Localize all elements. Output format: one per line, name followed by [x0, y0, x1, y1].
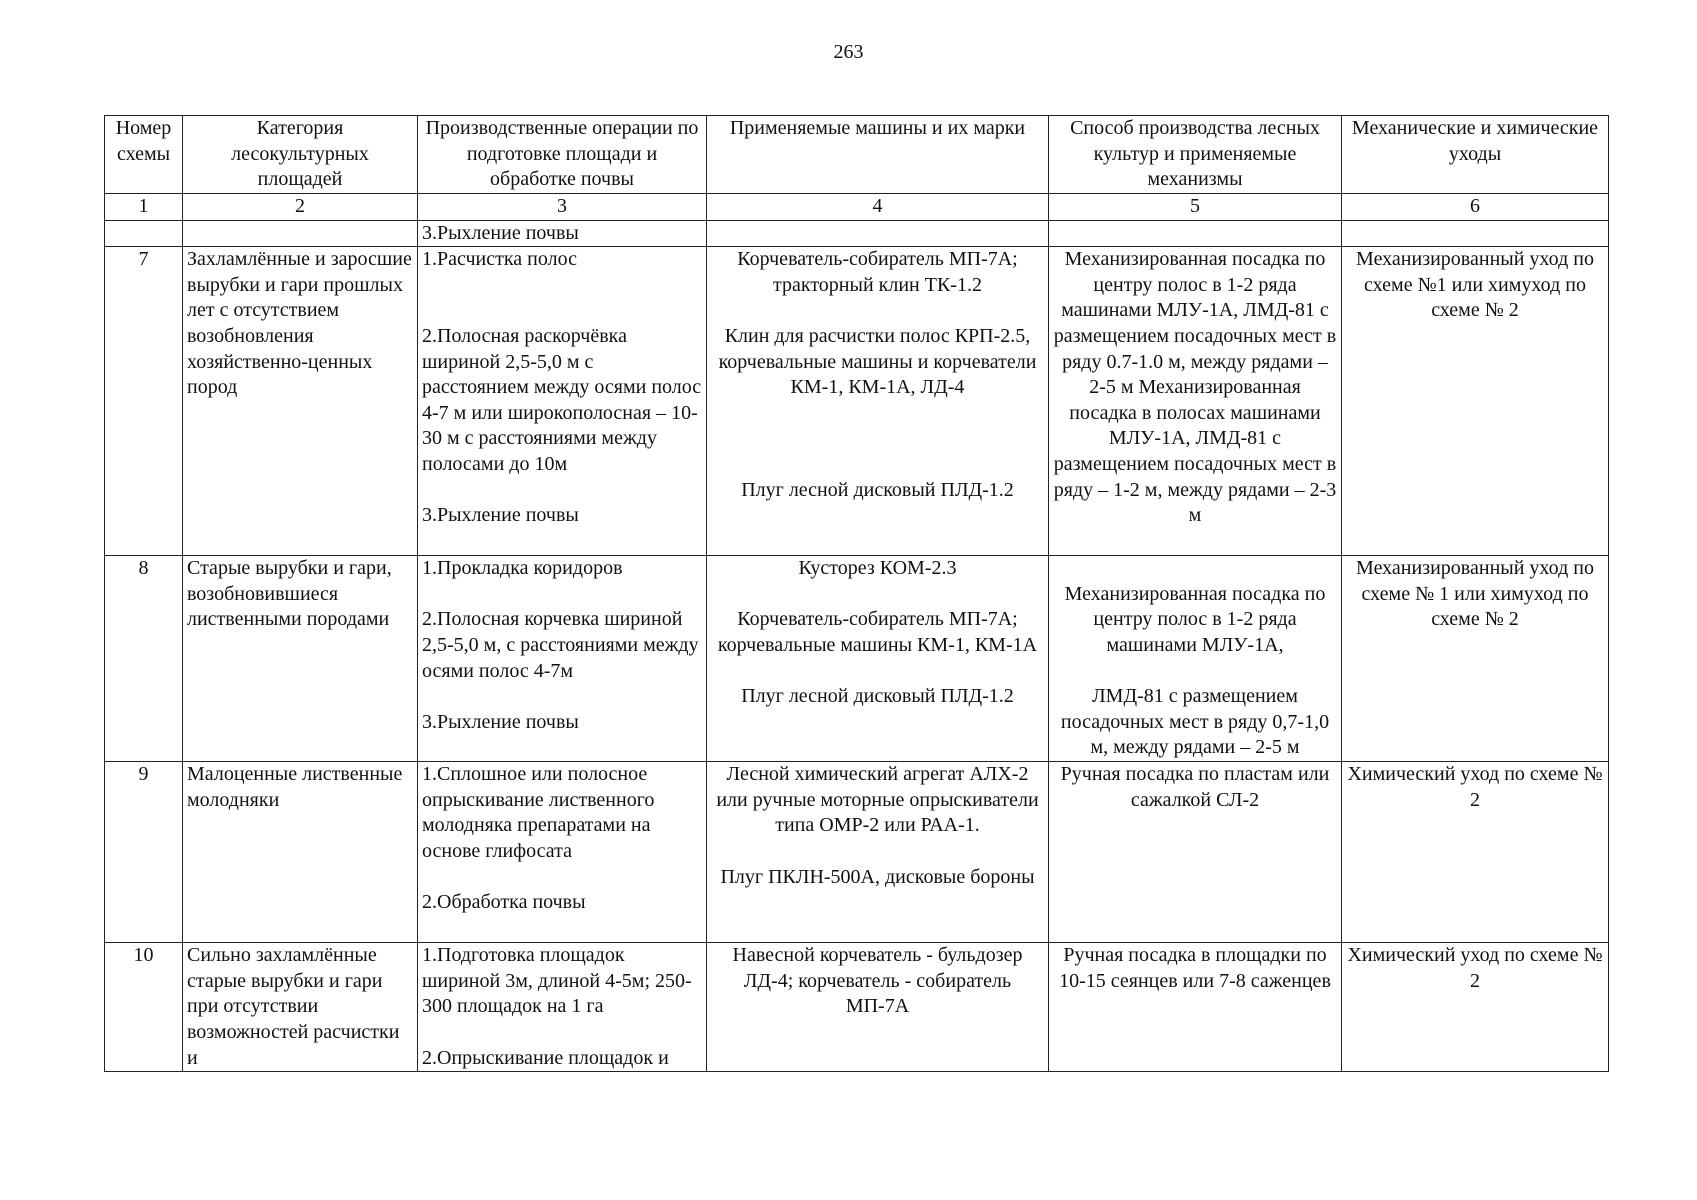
table-row — [105, 943, 1609, 1072]
operations-cell — [418, 943, 707, 1072]
operation-step: 1.Сплошное или полосное опрыскивание лиственного молодняка препаратами на основе глифосата — [422, 763, 655, 862]
operation-step: 2.Полосная раскорчёвка шириной 2,5-5,0 м с расстоянием между осями полос 4-7 м или широкополосная – 10-30 м с расстояниями между полосами до 10м — [422, 324, 702, 475]
column-number: 4 — [707, 194, 1049, 221]
category-cell: Старые вырубки и гари, возобновившиеся лиственными породами — [183, 556, 418, 762]
table-row — [105, 247, 1609, 556]
machine-entry: Плуг ПКЛН-500А, дисковые бороны — [720, 865, 1035, 888]
header-machines: Применяемые машины и их марки — [707, 116, 1049, 194]
machine-entry: Лесной химический агрегат АЛХ-2 или ручные моторные опрыскиватели типа ОМР-2 или РАА-1. — [716, 763, 1039, 837]
header-scheme-number: Номер схемы — [105, 116, 183, 194]
table-row — [105, 762, 1609, 943]
header-method: Способ производства лесных культур и применяемые механизмы — [1049, 116, 1342, 194]
operation-step: 2.Обработка почвы — [422, 891, 586, 914]
column-number: 5 — [1049, 194, 1342, 221]
operations-cell — [418, 762, 707, 943]
machine-entry: Клин для расчистки полос КРП-2.5, корчевальные машины и корчеватели КМ-1, КМ-1А, ЛД-4 — [718, 324, 1037, 399]
operation-step: 1.Подготовка площадок шириной 3м, длиной 4-5м; 250-300 площадок на 1 га — [422, 944, 692, 1018]
column-number: 2 — [183, 194, 418, 221]
machine-entry: Плуг лесной дисковый ПЛД-1.2 — [741, 685, 1014, 708]
category-cell: Захламлённые и заросшие вырубки и гари прошлых лет с отсутствием возобновления хозяйственно-ценных пород — [183, 247, 418, 556]
operation-step: 3.Рыхление почвы — [422, 504, 579, 527]
operation-step: 2.Опрыскивание площадок и — [422, 1046, 669, 1069]
care-cell: Химический уход по схеме № 2 — [1342, 943, 1609, 1072]
machine-entry: Корчеватель-собиратель МП-7А; корчевальные машины КМ-1, КМ-1А — [717, 608, 1038, 656]
column-numbers-row — [105, 194, 1609, 221]
care-cell: Механизированный уход по схеме №1 или химуход по схеме № 2 — [1342, 247, 1609, 556]
page-number: 263 — [833, 41, 864, 63]
scheme-number: 7 — [105, 247, 183, 556]
method-entry: ЛМД-81 с размещением посадочных мест в ряду 0,7-1,0 м, между рядами – 2-5 м — [1060, 685, 1330, 759]
column-number: 3 — [418, 194, 707, 221]
header-operations: Производственные операции по подготовке площади и обработке почвы — [418, 116, 707, 194]
continuation-row — [105, 220, 1609, 247]
machines-cell — [707, 762, 1049, 943]
table-header-row — [105, 116, 1609, 194]
care-cell: Механизированный уход по схеме № 1 или химуход по схеме № 2 — [1342, 556, 1609, 762]
method-cell: Ручная посадка по пластам или сажалкой СЛ-2 — [1049, 762, 1342, 943]
machines-cell — [707, 556, 1049, 762]
machine-entry: Корчеватель-собиратель МП-7А; тракторный клин ТК-1.2 — [737, 248, 1018, 296]
category-cell: Малоценные лиственные молодняки — [183, 762, 418, 943]
method-cell — [1049, 556, 1342, 762]
category-cell: Сильно захламлённые старые вырубки и гари при отсутствии возможностей расчистки и — [183, 943, 418, 1072]
method-entry: Механизированная посадка по центру полос в 1-2 ряда машинами МЛУ-1А, — [1064, 582, 1326, 656]
header-category: Категория лесокультурных площадей — [183, 116, 418, 194]
machine-entry: Кусторез КОМ-2.3 — [798, 557, 957, 580]
scheme-number: 9 — [105, 762, 183, 943]
machines-cell — [707, 247, 1049, 556]
header-care: Механические и химические уходы — [1342, 116, 1609, 194]
method-cell: Механизированная посадка по центру полос в 1-2 ряда машинами МЛУ-1А, ЛМД-81 с размещением посадочных мест в ряду 0.7-1.0 м, между рядами – 2-5 м Механизированная посадка в полосах машинами МЛУ-1А, ЛМД-81 с размещением посадочных мест в ряду – 1-2 м, между рядами – 2-3 м — [1049, 247, 1342, 556]
machine-entry: Плуг лесной дисковый ПЛД-1.2 — [741, 478, 1014, 501]
table-row — [105, 556, 1609, 762]
scheme-number: 10 — [105, 943, 183, 1072]
machines-cell: Навесной корчеватель - бульдозер ЛД-4; корчеватель - собиратель МП-7А — [707, 943, 1049, 1072]
operations-cell — [418, 556, 707, 762]
operation-step: 1.Расчистка полос — [422, 248, 577, 271]
operation-cell: 3.Рыхление почвы — [418, 220, 707, 247]
scheme-number: 8 — [105, 556, 183, 762]
operation-step: 3.Рыхление почвы — [422, 710, 579, 733]
operation-step: 2.Полосная корчевка шириной 2,5-5,0 м, с расстояниями между осями полос 4-7м — [422, 608, 699, 682]
operations-cell — [418, 247, 707, 556]
operation-step: 1.Прокладка коридоров — [422, 557, 623, 580]
forestry-operations-table — [104, 115, 1609, 1072]
column-number: 1 — [105, 194, 183, 221]
care-cell: Химический уход по схеме № 2 — [1342, 762, 1609, 943]
column-number: 6 — [1342, 194, 1609, 221]
method-cell: Ручная посадка в площадки по 10-15 сеянцев или 7-8 саженцев — [1049, 943, 1342, 1072]
